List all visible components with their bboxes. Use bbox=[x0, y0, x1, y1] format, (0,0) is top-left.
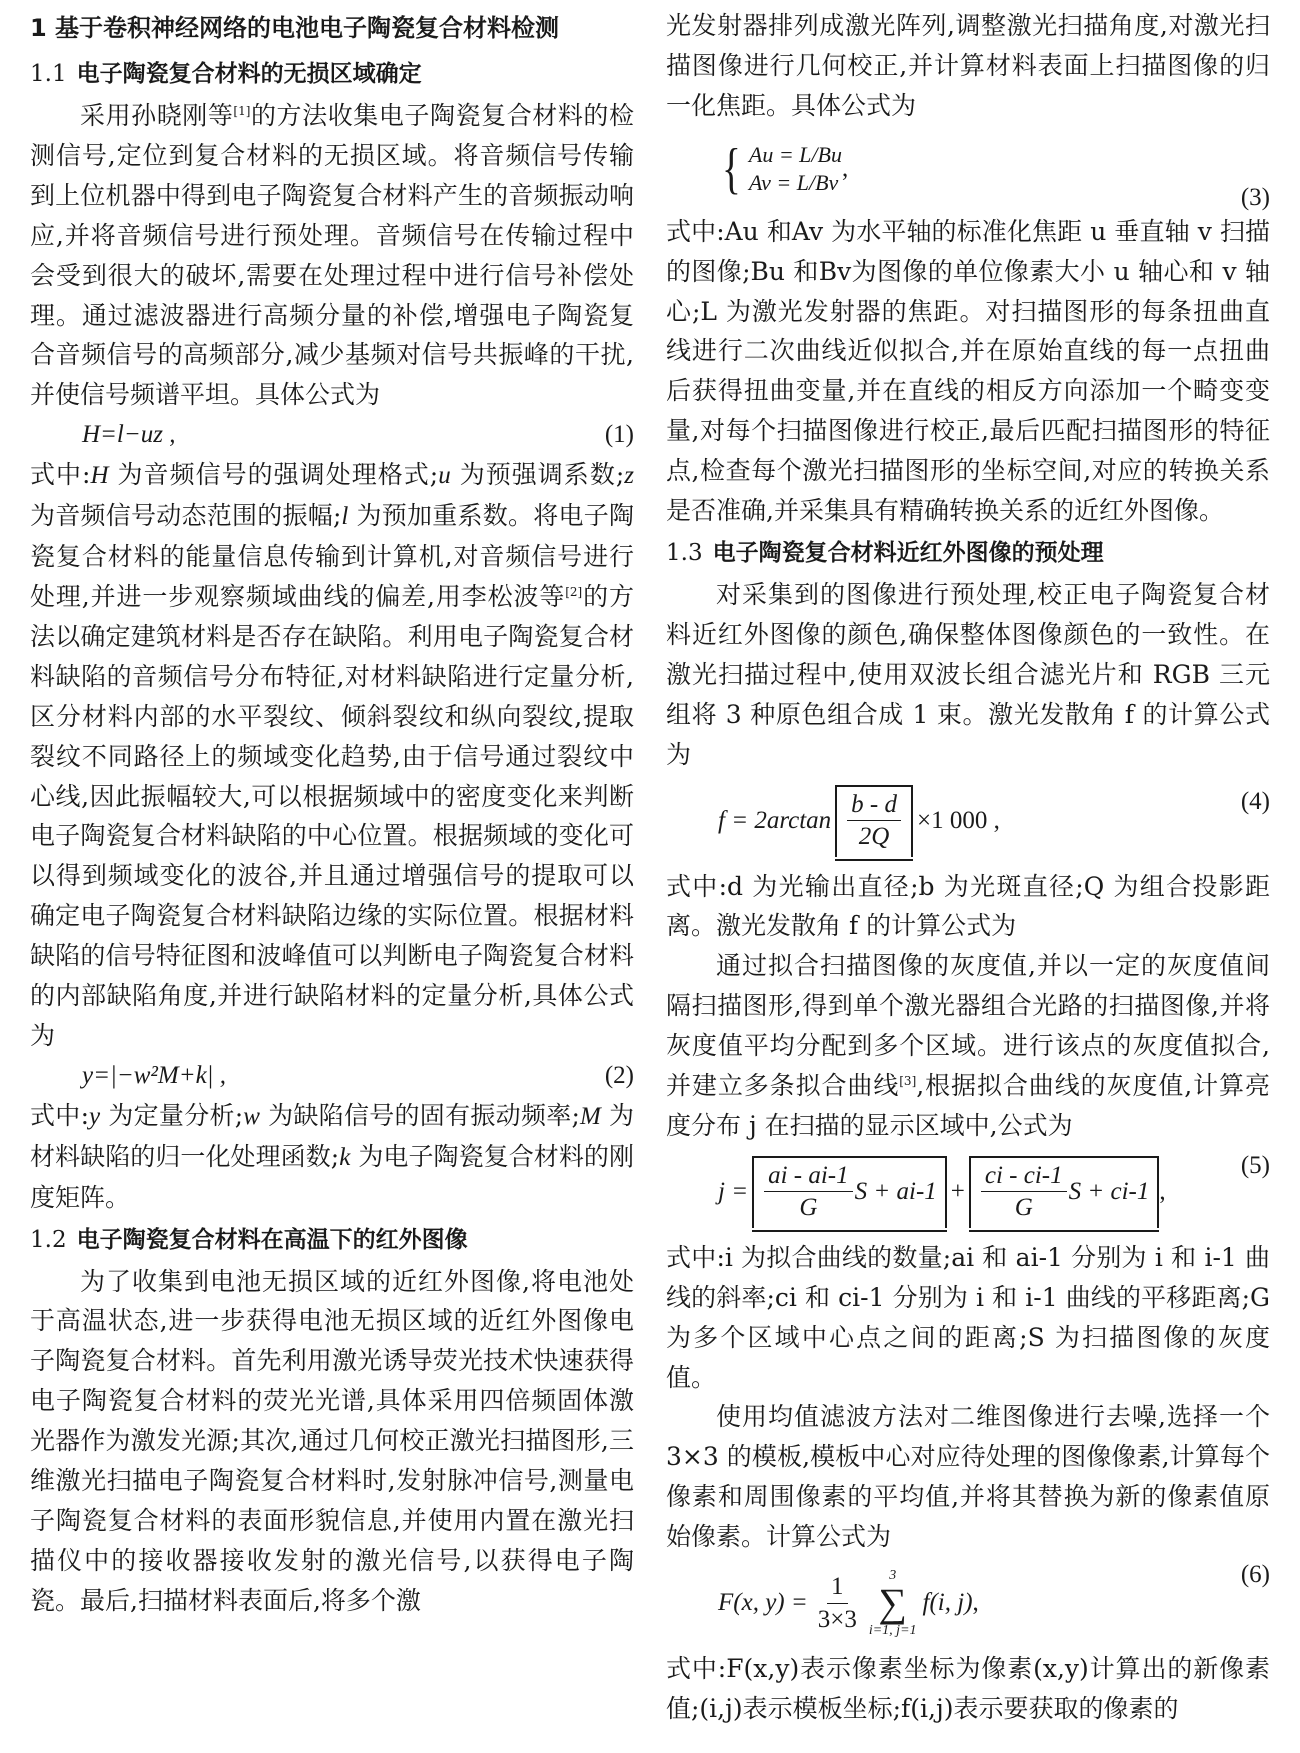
right-column bbox=[666, 6, 1270, 1729]
equation-lhs: j = bbox=[718, 1177, 749, 1205]
paragraph bbox=[30, 1096, 634, 1218]
variable: z bbox=[624, 462, 635, 490]
square-bracket bbox=[969, 1156, 1159, 1228]
equation-number: (1) bbox=[604, 421, 634, 449]
equation-1 bbox=[30, 415, 634, 455]
section-number: 1.2 bbox=[30, 1226, 67, 1253]
paragraph-text: 为定量分析; bbox=[100, 1100, 244, 1130]
paragraph-text: 的方法以确定建筑材料是否存在缺陷。利用电子陶瓷复合材料缺陷的音频信号分布特征,对材料缺陷进行定量分析,区分材料内部的水平裂纹、倾斜裂纹和纵向裂纹,提取裂纹不同路径上的频域变化趋势,由于信号通过裂纹中心线,因此振幅较大,可以根据频域中的密度变化来判断电子陶瓷复合材料缺陷的中心位置。根据频域的变化可以得到频域变化的波谷,并且通过增强信号的提取可以确定电子陶瓷复合材料缺陷边缘的实际位置。根据材料缺陷的信号特征图和波峰值可以判断电子陶瓷复合材料的内部缺陷角度,并进行缺陷材料的定量分析,具体公式为 bbox=[30, 581, 634, 1050]
citation-ref[interactable]: [1] bbox=[233, 104, 251, 118]
variable: w bbox=[243, 1102, 260, 1130]
equation-lhs: F(x, y) = bbox=[718, 1589, 808, 1617]
equation-body: y=|−w²M+k| , bbox=[82, 1061, 227, 1089]
equation-lines bbox=[749, 142, 842, 196]
section-1-3-heading bbox=[666, 531, 1270, 575]
square-bracket bbox=[752, 1156, 947, 1228]
equation-body bbox=[718, 1557, 979, 1649]
equation-body bbox=[718, 1146, 1166, 1238]
paragraph: 式中:d 为光输出直径;b 为光斑直径;Q 为组合投影距离。激光发散角 f 的计算公式为 bbox=[666, 871, 1270, 941]
equation-2 bbox=[30, 1056, 634, 1096]
sum-lower-limit: i=1, j=1 bbox=[868, 1623, 917, 1639]
paragraph-text: 为材料缺陷的归一化处理函数; bbox=[30, 1100, 634, 1171]
equation-term: S + ci-1 bbox=[1068, 1177, 1150, 1205]
section-1-2-heading bbox=[30, 1218, 634, 1262]
denominator: 2Q bbox=[858, 823, 890, 850]
paragraph bbox=[30, 455, 634, 1056]
paragraph: 使用均值滤波方法对二维图像进行去噪,选择一个 3×3 的模板,模板中心对应待处理的图像像素,计算每个像素和周围像素的平均值,并将其替换为新的像素值原始像素。计算公式为 bbox=[666, 1402, 1270, 1552]
plus-sign: + bbox=[950, 1177, 965, 1205]
equation-number: (3) bbox=[1240, 183, 1270, 211]
paragraph bbox=[30, 96, 634, 415]
equation-line: Av = L/Bv bbox=[748, 169, 839, 195]
paragraph-text: 式中: bbox=[30, 1100, 89, 1130]
equation-system bbox=[718, 137, 842, 200]
equation-5 bbox=[666, 1146, 1270, 1238]
section-title: 电子陶瓷复合材料在高温下的红外图像 bbox=[76, 1226, 468, 1253]
equation-rhs: f(i, j) bbox=[922, 1589, 973, 1617]
paragraph-text: 为缺陷信号的固有振动频率; bbox=[259, 1100, 580, 1130]
paragraph: 为了收集到电池无损区域的近红外图像,将电池处于高温状态,进一步获得电池无损区域的近红外图像电子陶瓷复合材料。首先利用激光诱导荧光技术快速获得电子陶瓷复合材料的荧光光谱,具体采用四倍频固体激光器作为激发光源;其次,通过几何校正激光扫描图形,三维激光扫描电子陶瓷复合材料时,发射脉冲信号,测量电子陶瓷复合材料的表面形貌信息,并使用内置在激光扫描仪中的接收器接收发射的激光信号,以获得电子陶瓷。最后,扫描材料表面后,将多个激 bbox=[30, 1266, 634, 1615]
left-brace: { bbox=[722, 137, 741, 200]
fraction bbox=[847, 791, 901, 851]
numerator: 1 bbox=[827, 1573, 848, 1604]
left-column bbox=[30, 6, 634, 1621]
equation-line: Au = L/Bu bbox=[748, 141, 842, 167]
citation-ref[interactable]: [3] bbox=[899, 1074, 917, 1089]
variable: M bbox=[579, 1102, 601, 1130]
equation-number: (4) bbox=[1240, 788, 1270, 816]
variable: H bbox=[90, 462, 109, 490]
paragraph-text: 为电子陶瓷复合材料的刚度矩阵。 bbox=[30, 1141, 634, 1212]
paragraph: 光发射器排列成激光阵列,调整激光扫描角度,对激光扫描图像进行几何校正,并计算材料表面上扫描图像的归一化焦距。具体公式为 bbox=[666, 11, 1270, 120]
equation-rhs: ×1 000 , bbox=[917, 806, 1000, 834]
paragraph: 式中:Au 和Av 为水平轴的标准化焦距 u 垂直轴 v 扫描的图像;Bu 和Bv为图像的单位像素大小 u 轴心和 v 轴心;L 为激光发射器的焦距。对扫描图形的每条扭曲直线进行二次曲线近似拟合,并在原始直线的每一点扭曲后获得扭曲变量,并在直线的相反方向添加一个畸变变量,对每个扫描图像进行校正,最后匹配扫描图形的特征点,检查每个激光扫描图形的坐标空间,对应的转换关系是否准确,并采集具有精确转换关系的近红外图像。 bbox=[666, 216, 1270, 526]
paragraph-text: 为预强调系数; bbox=[450, 460, 625, 490]
sum-upper-limit: 3 bbox=[889, 1567, 897, 1583]
variable: l bbox=[341, 503, 349, 531]
numerator: ai - ai-1 bbox=[764, 1162, 853, 1193]
equation-number: (2) bbox=[604, 1061, 634, 1089]
section-number: 1.1 bbox=[30, 61, 67, 87]
denominator: G bbox=[799, 1194, 818, 1222]
paragraph-text: 采用孙晓刚等 bbox=[80, 101, 234, 130]
summation bbox=[869, 1568, 917, 1639]
equation-6 bbox=[666, 1557, 1270, 1649]
variable: u bbox=[438, 462, 451, 490]
variable: k bbox=[339, 1143, 351, 1171]
equation-punct: , bbox=[841, 154, 849, 182]
paragraph-text: 通过拟合扫描图像的灰度值,并以一定的灰度值间隔扫描图形,得到单个激光器组合光路的扫描图像,并将灰度值平均分配到多个区域。进行该点的灰度值拟合,并建立多条拟合曲线 bbox=[666, 951, 1270, 1101]
sum-symbol: ∑ bbox=[878, 1580, 907, 1626]
section-number: 1.3 bbox=[666, 539, 703, 566]
numerator: b - d bbox=[847, 791, 901, 822]
equation-number: (6) bbox=[1240, 1561, 1270, 1589]
paragraph-text: 为音频信号动态范围的振幅; bbox=[30, 501, 342, 531]
section-title: 电子陶瓷复合材料的无损区域确定 bbox=[76, 61, 422, 87]
equation-3 bbox=[666, 126, 1270, 212]
equation-number: (5) bbox=[1240, 1152, 1270, 1180]
paragraph: 对采集到的图像进行预处理,校正电子陶瓷复合材料近红外图像的颜色,确保整体图像颜色的一致性。在激光扫描过程中,使用双波长组合滤光片和 RGB 三元组将 3 种原色组合成 1 束。激光发散角 f 的计算公式为 bbox=[666, 579, 1270, 769]
citation-ref[interactable]: [2] bbox=[565, 584, 583, 599]
denominator: 3×3 bbox=[817, 1605, 857, 1633]
equation-body bbox=[718, 775, 1000, 867]
paragraph: 式中:i 为拟合曲线的数量;ai 和 ai-1 分别为 i 和 i-1 曲线的斜率;ci 和 ci-1 分别为 i 和 i-1 曲线的平移距离;G 为多个区域中心点之间的距离;S 为扫描图像的灰度值。 bbox=[666, 1242, 1270, 1392]
fraction bbox=[764, 1162, 853, 1222]
denominator: G bbox=[1014, 1194, 1033, 1222]
equation-punct: , bbox=[972, 1589, 979, 1617]
numerator: ci - ci-1 bbox=[981, 1162, 1067, 1193]
paragraph: 式中:F(x,y)表示像素坐标为像素(x,y)计算出的新像素值;(i,j)表示模板坐标;f(i,j)表示要获取的像素的 bbox=[666, 1654, 1270, 1723]
section-1-1-heading bbox=[30, 52, 634, 96]
square-bracket bbox=[835, 785, 913, 857]
equation-body: H=l−uz , bbox=[82, 421, 176, 449]
section-title: 电子陶瓷复合材料近红外图像的预处理 bbox=[712, 539, 1104, 566]
section-1-heading: 1 基于卷积神经网络的电池电子陶瓷复合材料检测 bbox=[30, 14, 560, 42]
fraction bbox=[981, 1162, 1067, 1222]
equation-term: S + ai-1 bbox=[854, 1177, 937, 1205]
equation-punct: , bbox=[1159, 1177, 1166, 1205]
equation-4 bbox=[666, 775, 1270, 867]
fraction bbox=[814, 1573, 861, 1633]
equation-lhs: f = 2arctan bbox=[718, 806, 832, 834]
paragraph bbox=[666, 946, 1270, 1146]
paragraph-text: 式中: bbox=[30, 460, 91, 490]
paragraph-text: 为预加重系数。将电子陶瓷复合材料的能量信息传输到计算机,对音频信号进行处理,并进一步观察频域曲线的偏差,用李松波等 bbox=[30, 501, 634, 611]
paragraph-text: 为音频信号的强调处理格式; bbox=[108, 460, 439, 490]
variable: y bbox=[89, 1102, 101, 1130]
equation-body bbox=[718, 126, 848, 212]
paragraph-text: ,根据拟合曲线的灰度值,计算亮度分布 j 在扫描的显示区域中,公式为 bbox=[666, 1071, 1270, 1140]
paragraph-text: 的方法收集电子陶瓷复合材料的检测信号,定位到复合材料的无损区域。将音频信号传输到上位机器中得到电子陶瓷复合材料产生的音频振动响应,并将音频信号进行预处理。音频信号在传输过程中会受到很大的破坏,需要在处理过程中进行信号补偿处理。通过滤波器进行高频分量的补偿,增强电子陶瓷复合音频信号的高频部分,减少基频对信号共振峰的干扰,并使信号频谱平坦。具体公式为 bbox=[30, 101, 634, 410]
